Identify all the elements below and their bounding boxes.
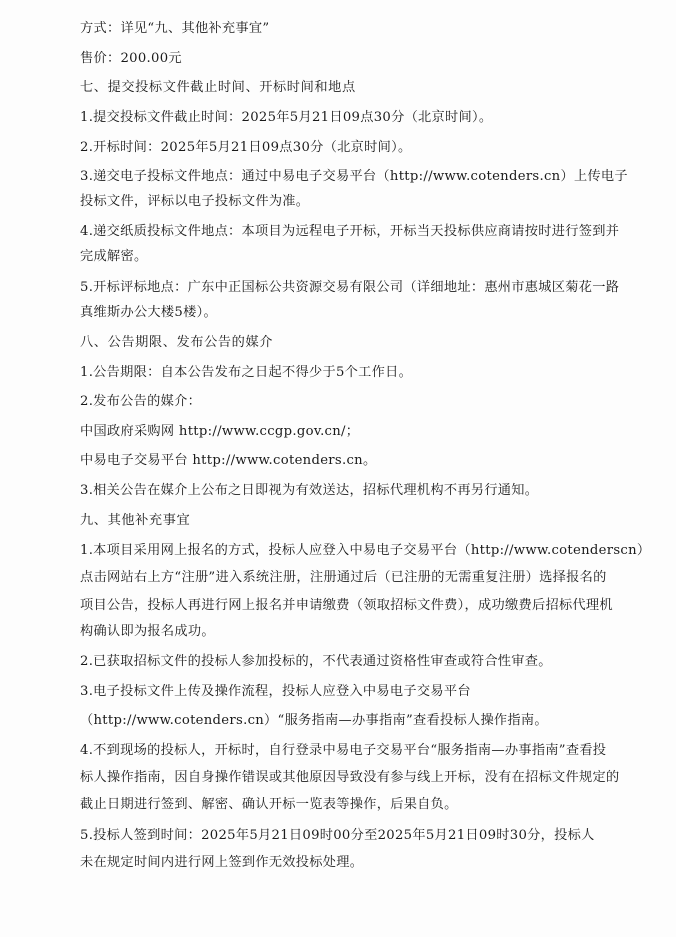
section-7-item-4-cont: 完成解密。 [80, 249, 148, 264]
section-7-item-5: 5.开标评标地点：广东中正国标公共资源交易有限公司（详细地址：惠州市惠城区菊花一路 [80, 280, 620, 295]
section-9-item-1-cont-2: 项目公告，投标人再进行网上报名并申请缴费（领取招标文件费），成功缴费后招标代理机 [80, 598, 613, 613]
section-9-item-2: 2.已获取招标文件的投标人参加投标的，不代表通过资格性审查或符合性审查。 [80, 654, 552, 669]
section-8-item-3: 3.相关公告在媒介上公布之日即视为有效送达，招标代理机构不再另行通知。 [80, 483, 539, 498]
section-7-item-5-cont: 真维斯办公大楼5楼）。 [80, 305, 217, 320]
section-8-item-2: 2.发布公告的媒介： [80, 394, 202, 409]
section-9-item-4: 4.不到现场的投标人，开标时，自行登录中易电子交易平台“服务指南—办事指南”查看投 [80, 743, 607, 758]
section-8-heading: 八、公告期限、发布公告的媒介 [80, 335, 274, 350]
section-9-item-1: 1.本项目采用网上报名的方式，投标人应登入中易电子交易平台（http://www.cotenderscn） [80, 543, 651, 558]
media-cotenders-line: 中易电子交易平台 http://www.cotenders.cn。 [80, 453, 377, 468]
price-line: 售价：200.00元 [80, 51, 182, 66]
section-7-heading: 七、提交投标文件截止时间、开标时间和地点 [80, 80, 356, 95]
section-9-item-3: 3.电子投标文件上传及操作流程，投标人应登入中易电子交易平台 [80, 684, 471, 699]
purchase-method-line: 方式：详见“九、其他补充事宜” [80, 21, 270, 36]
section-9-item-1-cont-3: 构确认即为报名成功。 [80, 624, 215, 639]
media-ccgp-line: 中国政府采购网 http://www.ccgp.gov.cn/； [80, 424, 360, 439]
section-9-heading: 九、其他补充事宜 [80, 513, 191, 528]
section-7-item-3: 3.递交电子投标文件地点：通过中易电子交易平台（http://www.cotenders.cn）上传电子 [80, 169, 628, 184]
section-7-item-3-cont: 投标文件，评标以电子投标文件为准。 [80, 194, 310, 209]
section-8-item-1: 1.公告期限：自本公告发布之日起不得少于5个工作日。 [80, 365, 413, 380]
section-7-item-1: 1.提交投标文件截止时间：2025年5月21日09点30分（北京时间）。 [80, 110, 493, 125]
section-9-item-3-cont: （http://www.cotenders.cn）“服务指南—办事指南”查看投标人操作指南。 [80, 713, 548, 728]
section-7-item-4: 4.递交纸质投标文件地点：本项目为远程电子开标，开标当天投标供应商请按时进行签到并 [80, 224, 620, 239]
section-9-item-5: 5.投标人签到时间：2025年5月21日09时00分至2025年5月21日09时30分，投标人 [80, 828, 595, 843]
section-9-item-5-cont: 未在规定时间内进行网上签到作无效投标处理。 [80, 855, 364, 870]
section-9-item-4-cont-1: 标人操作指南，因自身操作错误或其他原因导致没有参与线上开标，没有在招标文件规定的 [80, 770, 620, 785]
section-9-item-1-cont-1: 点击网站右上方“注册”进入系统注册，注册通过后（已注册的无需重复注册）选择报名的 [80, 570, 607, 585]
section-9-item-4-cont-2: 截止日期进行签到、解密、确认开标一览表等操作，后果自负。 [80, 797, 458, 812]
section-7-item-2: 2.开标时间：2025年5月21日09点30分（北京时间）。 [80, 140, 412, 155]
